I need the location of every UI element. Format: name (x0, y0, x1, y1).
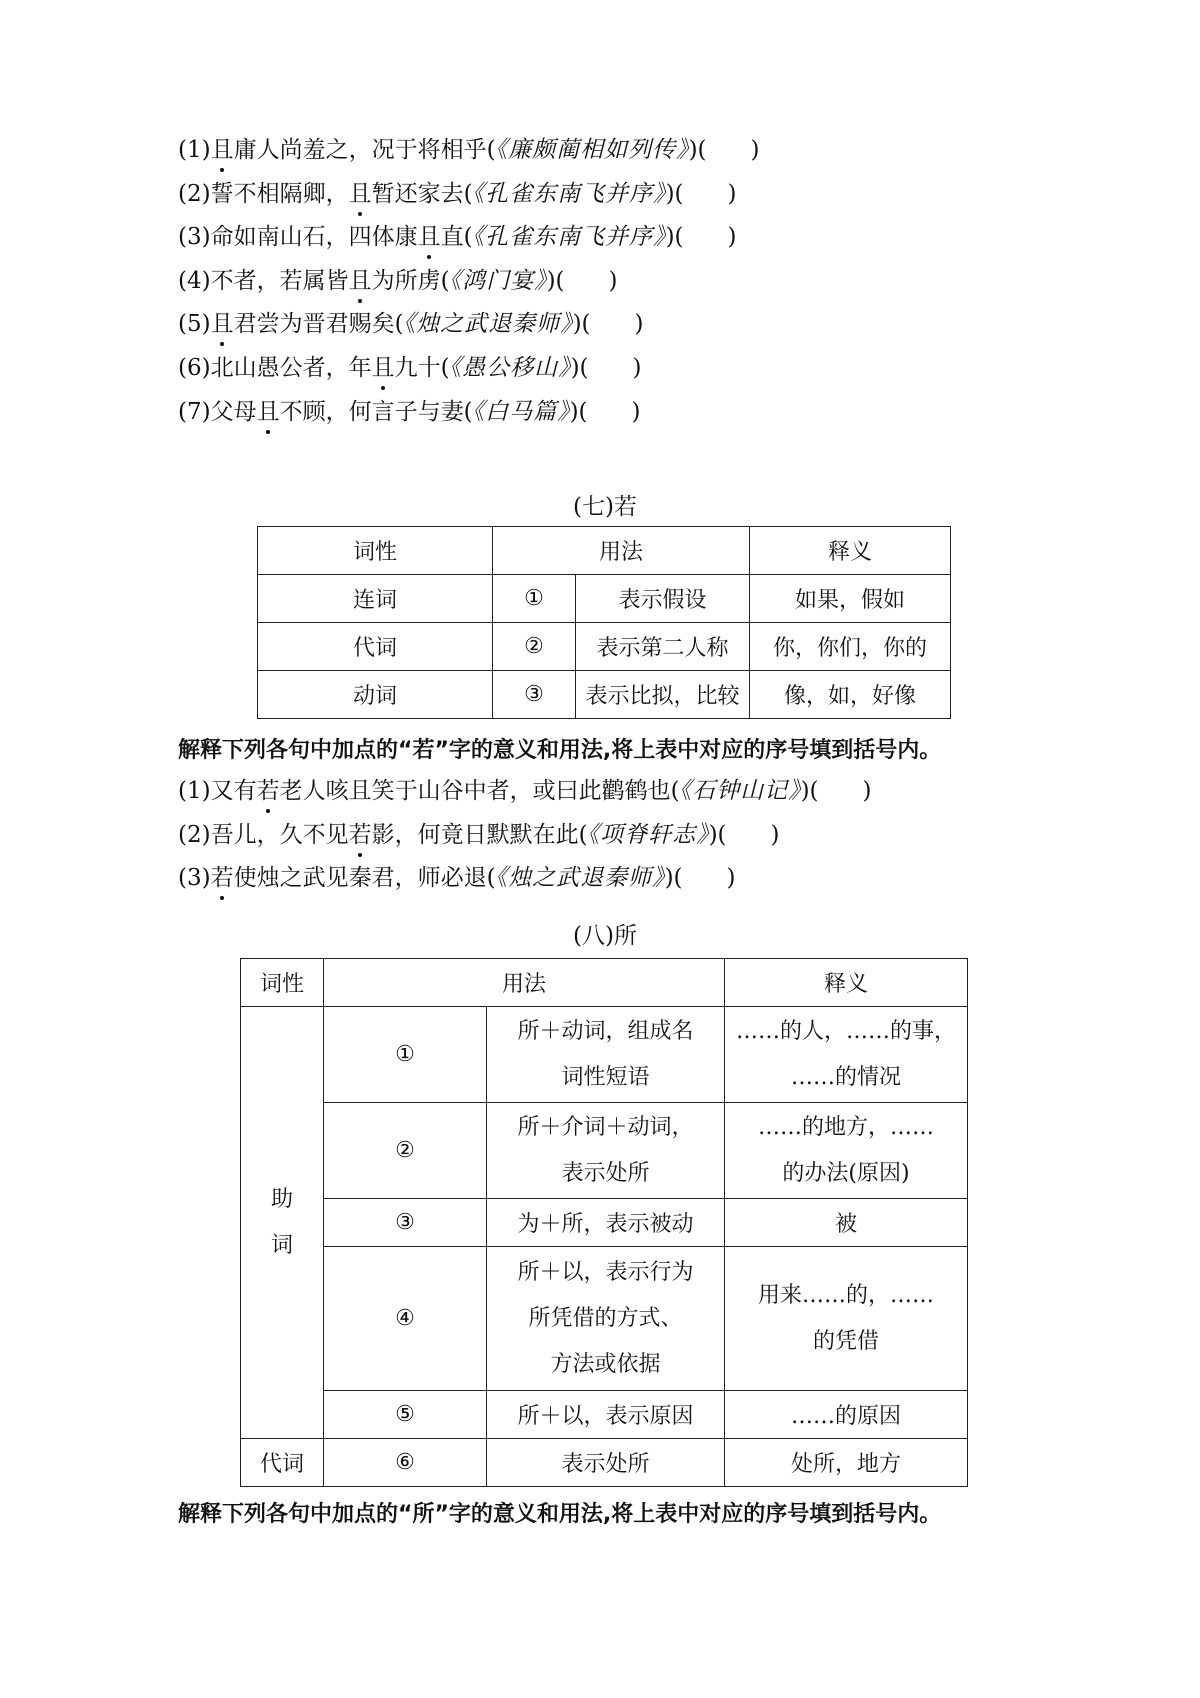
item-prefix: (2)誓不相隔卿， (178, 180, 349, 207)
item-prefix: (1)又有 (178, 778, 257, 804)
meaning-cell: 像，如，好像 (750, 671, 951, 719)
item-prefix: (7)父母 (178, 398, 257, 425)
item-paren-open: )( (708, 821, 727, 848)
item-paren-close: ) (727, 180, 737, 207)
usage-line: 方法或依据 (550, 1351, 661, 1377)
table-header-row (258, 527, 951, 575)
source-title: 《项脊轩志》 (587, 821, 709, 848)
usage-line: 表示处所 (561, 1160, 650, 1186)
item-paren-open: )( (688, 137, 707, 163)
table-row (241, 1007, 968, 1103)
item-paren-close: ) (770, 821, 780, 848)
meaning-line: 用来……的，…… (757, 1282, 934, 1308)
item-prefix: (6)北山愚公者，年 (178, 355, 372, 381)
item-prefix: (3)命如南山石，四体康 (178, 224, 418, 251)
usage-cell: 表示比拟，比较 (576, 671, 750, 719)
ruo-instruction: 解释下列各句中加点的“若”字的意义和用法,将上表中对应的序号填到括号内。 (178, 738, 942, 763)
item-sentence: 直( (440, 224, 473, 251)
num-cell: ③ (324, 1199, 487, 1247)
header-usage: 用法 (493, 527, 750, 575)
table-row (241, 1391, 968, 1439)
usage-cell: 所＋以，表示原因 (487, 1391, 725, 1439)
dotted-key-char: 且 (348, 267, 372, 294)
source-title: 《孔雀东南飞并序》 (472, 180, 666, 207)
header-usage: 用法 (324, 959, 725, 1007)
table-row (258, 671, 951, 719)
num-cell: ④ (324, 1247, 487, 1391)
item-sentence: 九十( (394, 355, 450, 381)
dotted-key-char: 且 (348, 180, 372, 207)
source-title: 《鸿门宴》 (449, 267, 547, 294)
table-row (241, 1247, 968, 1391)
usage-cell: 表示假设 (576, 575, 750, 623)
usage-cell: 表示第二人称 (576, 623, 750, 671)
item-sentence: 庸人尚羞之，况于将相乎( (233, 137, 496, 163)
num-cell: ① (324, 1007, 487, 1103)
exercise-item (178, 179, 737, 209)
meaning-cell: 你，你们，你的 (750, 623, 951, 671)
item-sentence: 使烛之武见秦君，师必退( (233, 865, 496, 892)
dotted-key-char: 且 (210, 311, 234, 338)
source-title: 《孔雀东南飞并序》 (472, 224, 666, 251)
exercise-item (178, 353, 642, 383)
meaning-line: 的办法(原因) (782, 1160, 910, 1186)
dotted-key-char: 且 (256, 398, 280, 425)
dotted-key-char: 若 (256, 778, 280, 804)
table-row (258, 623, 951, 671)
item-paren-close: ) (862, 778, 872, 804)
header-pos: 词性 (241, 959, 324, 1007)
num-cell: ① (493, 575, 576, 623)
header-pos: 词性 (258, 527, 493, 575)
exercise-item (178, 776, 872, 806)
num-cell: ② (324, 1103, 487, 1199)
item-paren-close: ) (631, 398, 641, 425)
header-meaning: 释义 (725, 959, 968, 1007)
item-sentence: 君尝为晋君赐矣( (233, 311, 404, 338)
usage-line: 词性短语 (561, 1064, 650, 1090)
item-paren-open: )( (570, 355, 589, 381)
item-prefix: (3) (178, 865, 211, 892)
item-sentence: 为所虏( (371, 267, 450, 294)
item-paren-close: ) (632, 355, 642, 381)
exercise-item (178, 820, 780, 850)
usage-cell (487, 1103, 725, 1199)
item-paren-open: )( (546, 267, 565, 294)
pos-cell-pron: 代词 (241, 1439, 324, 1487)
meaning-cell (725, 1007, 968, 1103)
pos-cell: 代词 (258, 623, 493, 671)
meaning-cell: 处所，地方 (725, 1439, 968, 1487)
table-row (258, 575, 951, 623)
item-paren-close: ) (634, 311, 644, 338)
usage-line: 所凭借的方式、 (528, 1305, 683, 1331)
item-sentence: 不顾，何言子与妻( (279, 398, 473, 425)
pos-cell: 动词 (258, 671, 493, 719)
table-row (241, 1439, 968, 1487)
source-title: 《廉颇蔺相如列传》 (495, 137, 689, 163)
item-sentence: 老人咳且笑于山谷中者，或曰此鹳鹤也( (279, 778, 680, 804)
item-paren-close: ) (726, 865, 736, 892)
item-paren-close: ) (608, 267, 618, 294)
table-header-row (241, 959, 968, 1007)
usage-line: 所＋介词＋动词， (517, 1114, 694, 1140)
meaning-cell (725, 1247, 968, 1391)
exercise-item (178, 397, 641, 427)
pos-char: 词 (270, 1232, 293, 1258)
usage-cell (487, 1007, 725, 1103)
item-prefix: (4)不者，若属皆 (178, 267, 349, 294)
meaning-cell: ……的原因 (725, 1391, 968, 1439)
section-title-ruo: (七)若 (573, 494, 637, 520)
exercise-item (178, 266, 618, 296)
usage-cell: 表示处所 (487, 1439, 725, 1487)
item-prefix: (2)吾儿，久不见 (178, 821, 349, 848)
suo-instruction: 解释下列各句中加点的“所”字的意义和用法,将上表中对应的序号填到括号内。 (178, 1502, 942, 1527)
meaning-cell: 如果，假如 (750, 575, 951, 623)
item-paren-close: ) (727, 224, 737, 251)
meaning-line: ……的地方，…… (757, 1114, 934, 1140)
dotted-key-char: 且 (210, 137, 234, 163)
source-title: 《愚公移山》 (449, 355, 571, 381)
item-paren-open: )( (665, 224, 684, 251)
usage-line: 所＋以，表示行为 (517, 1259, 694, 1285)
section-title-suo: (八)所 (573, 923, 637, 949)
item-paren-open: )( (572, 311, 591, 338)
exercise-item (178, 222, 737, 252)
item-prefix: (5) (178, 311, 211, 338)
source-title: 《石钟山记》 (679, 778, 801, 804)
table-row (241, 1103, 968, 1199)
pos-cell: 连词 (258, 575, 493, 623)
pos-char: 助 (270, 1186, 293, 1212)
item-paren-open: )( (800, 778, 819, 804)
item-sentence: 影，何竟日默默在此( (371, 821, 588, 848)
num-cell: ⑥ (324, 1439, 487, 1487)
pos-cell-aux (241, 1007, 324, 1439)
meaning-cell: 被 (725, 1199, 968, 1247)
num-cell: ⑤ (324, 1391, 487, 1439)
usage-cell: 为＋所，表示被动 (487, 1199, 725, 1247)
num-cell: ③ (493, 671, 576, 719)
meaning-cell (725, 1103, 968, 1199)
item-paren-open: )( (665, 180, 684, 207)
suo-table (240, 958, 968, 1487)
exercise-item (178, 309, 644, 339)
source-title: 《白马篇》 (472, 398, 570, 425)
dotted-key-char: 若 (210, 865, 234, 892)
table-row (241, 1199, 968, 1247)
exercise-item (178, 135, 760, 165)
usage-cell (487, 1247, 725, 1391)
dotted-key-char: 且 (371, 355, 395, 381)
meaning-line: 的凭借 (812, 1328, 879, 1354)
source-title: 《烛之武退秦师》 (495, 865, 665, 892)
item-sentence: 暂还家去( (371, 180, 473, 207)
header-meaning: 释义 (750, 527, 951, 575)
item-paren-close: ) (750, 137, 760, 163)
dotted-key-char: 且 (417, 224, 441, 251)
meaning-line: ……的情况 (790, 1064, 901, 1090)
item-paren-open: )( (664, 865, 683, 892)
num-cell: ② (493, 623, 576, 671)
meaning-line: ……的人，……的事， (735, 1018, 956, 1044)
item-prefix: (1) (178, 137, 211, 163)
source-title: 《烛之武退秦师》 (403, 311, 573, 338)
usage-line: 所＋动词，组成名 (517, 1018, 694, 1044)
item-paren-open: )( (569, 398, 588, 425)
dotted-key-char: 若 (348, 821, 372, 848)
ruo-table (257, 526, 951, 719)
exercise-item (178, 863, 736, 893)
